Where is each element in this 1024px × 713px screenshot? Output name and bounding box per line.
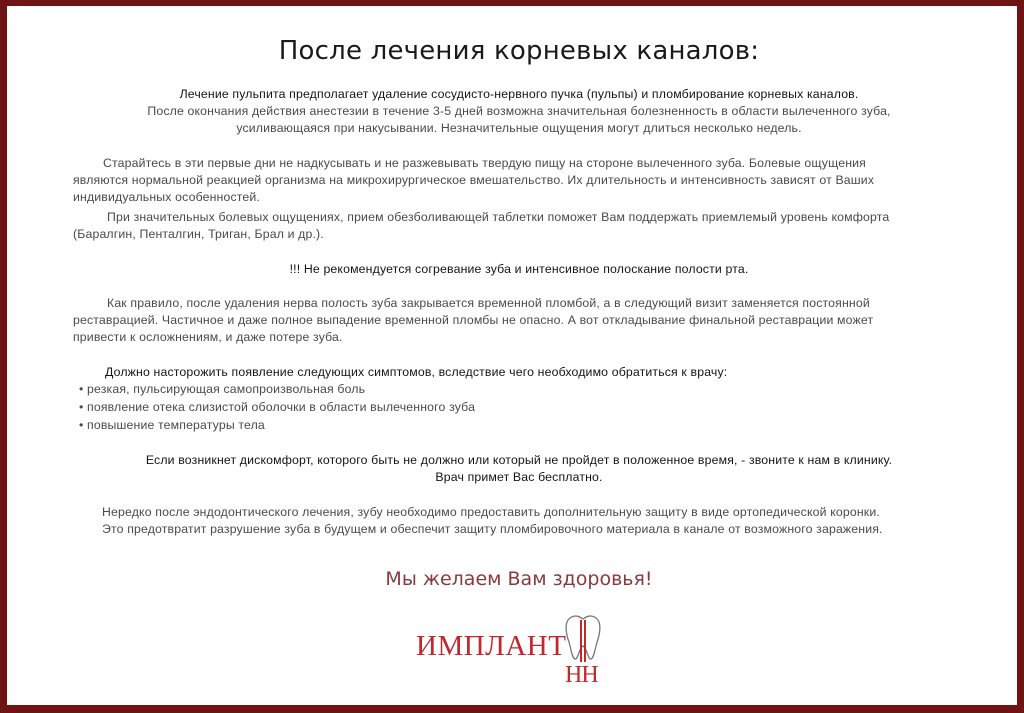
contact-line-1: Если возникнет дискомфорт, которого быть не должно или который не пройдет в положенное время, - звоните к нам в клинику.: [145, 453, 893, 467]
paragraph1-line-1: Старайтесь в эти первые дни не надкусывать и не разжевывать твердую пищу на стороне вылеченного зуба. Болевые ощущения: [103, 156, 866, 170]
paragraph3-line-1: Как правило, после удаления нерва полость зуба закрывается временной пломбой, а в следующий визит заменяется постоянной: [107, 296, 870, 310]
paragraph3-line-2: реставрацией. Частичное и даже полное выпадение временной пломбы не опасно. А вот откладывание финальной реставрации может: [73, 313, 874, 327]
tooth-icon: [562, 612, 604, 662]
paragraph2-line-2: (Баралгин, Пенталгин, Триган, Брал и др.).: [73, 227, 324, 241]
clinic-logo: [412, 610, 627, 694]
intro-line-3: усиливающаяся при накусывании. Незначительные ощущения могут длиться несколько недель.: [236, 121, 802, 135]
symptom-item: • повышение температуры тела: [79, 417, 265, 433]
paragraph2-line-1: При значительных болевых ощущениях, прием обезболивающей таблетки поможет Вам поддержать приемлемый уровень комфорта: [107, 210, 890, 224]
warning-text: !!! Не рекомендуется согревание зуба и интенсивное полоскание полости рта.: [289, 262, 749, 276]
symptom-item: • появление отека слизистой оболочки в области вылеченного зуба: [79, 399, 475, 415]
symptoms-heading: Должно насторожить появление следующих симптомов, вследствие чего необходимо обратиться к врачу:: [105, 365, 728, 379]
paragraph3-line-3: привести к осложнениям, и даже потере зуба.: [73, 330, 343, 344]
paragraph4-line-2: Это предотвратит разрушение зуба в будущем и обеспечит защиту пломбировочного материала в канале от возможного заражения.: [102, 522, 883, 536]
logo-subtext: НН: [565, 662, 598, 688]
symptom-item: • резкая, пульсирующая самопроизвольная боль: [79, 381, 365, 397]
intro-line-1: Лечение пульпита предполагает удаление сосудисто-нервного пучка (пульпы) и пломбирование корневых каналов.: [179, 87, 859, 101]
intro-line-2: После окончания действия анестезии в течение 3-5 дней возможна значительная болезненность в области вылеченного зуба,: [147, 104, 891, 118]
contact-line-2: Врач примет Вас бесплатно.: [435, 470, 603, 484]
logo-text: ИМПЛАНТ: [416, 630, 567, 662]
paragraph1-line-3: индивидуальных особенностей.: [73, 190, 261, 204]
wish-text: Мы желаем Вам здоровья!: [385, 568, 653, 590]
page-title: После лечения корневых каналов:: [278, 36, 760, 66]
paragraph4-line-1: Нередко после эндодонтического лечения, зубу необходимо предоставить дополнительную защиту в виде ортопедической коронки.: [102, 505, 880, 519]
paragraph1-line-2: являются нормальной реакцией организма на микрохирургическое вмешательство. Их длительность и интенсивность зависят от Ваших: [73, 173, 875, 187]
